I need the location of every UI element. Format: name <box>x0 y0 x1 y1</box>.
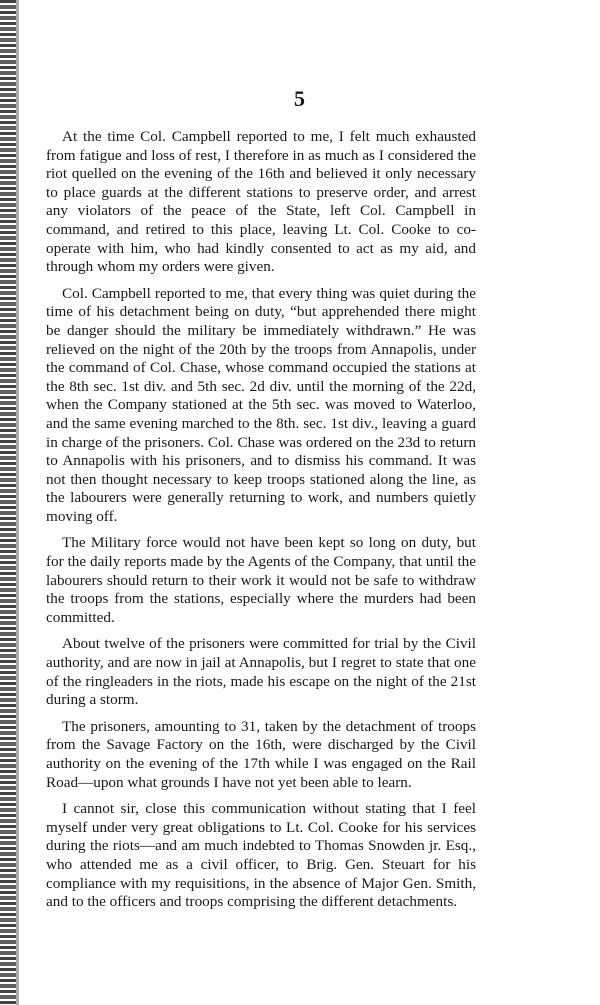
paragraph-4: About twelve of the prisoners were committed for trial by the Civil authority, and are now in jail at Annapolis, but I regret to state that one of the ringleaders in the riots, made his escape on the night of the 21st during a storm. <box>46 635 476 709</box>
paragraph-2: Col. Campbell reported to me, that every thing was quiet during the time of his detachment being on duty, “but apprehended there might be danger should the military be immediately withdrawn.” He was relieved on the night of the 20th by the troops from Annapolis, under the command of Col. Chase, whose command occupied the stations at the 8th sec. 1st div. and 5th sec. 2d div. until the morning of the 22d, when the Company stationed at the 5th sec. was moved to Waterloo, and the same evening marched to the 8th. sec. 1st div., leaving a guard in charge of the prisoners. Col. Chase was ordered on the 23d to return to Annapolis with his prisoners, and to dismiss his command. It was not then thought necessary to keep troops stationed along the line, as the labourers were generally returning to work, and numbers quietly moving off. <box>46 284 476 525</box>
paragraph-6: I cannot sir, close this communication without stating that I feel myself under very great obligations to Lt. Col. Cooke for his services during the riots—and am much indebted to Thomas Snowden jr. Esq., who attended me as a civil officer, to Brig. Gen. Steuart for his compliance with my requisitions, in the absence of Major Gen. Smith, and to the officers and troops comprising the different detachments. <box>46 800 476 911</box>
page-number: 5 <box>294 86 306 111</box>
binding-shadow <box>16 0 19 1005</box>
paragraph-5: The prisoners, amounting to 31, taken by the detachment of troops from the Savage Factory on the 16th, were discharged by the Civil authority on the evening of the 17th while I was engaged on the Rail Road—upon what grounds I have not yet been able to learn. <box>46 717 476 791</box>
paragraph-1: At the time Col. Campbell reported to me, I felt much exhausted from fatigue and loss of rest, I therefore in as much as I considered the riot quelled on the evening of the 16th and believed it only necessary to place guards at the different stations to preserve order, and arrest any violators of the peace of the State, left Col. Campbell in command, and retired to this place, leaving Lt. Col. Cooke to co-operate with him, who had kindly consented to act as my aid, and through whom my orders were given. <box>46 128 476 276</box>
book-binding-edge <box>0 0 16 1005</box>
paragraph-3: The Military force would not have been kept so long on duty, but for the daily reports made by the Agents of the Company, that until the labourers should return to their work it would not be safe to withdraw the troops from the stations, especially where the murders had been committed. <box>46 534 476 626</box>
document-body <box>46 128 476 920</box>
